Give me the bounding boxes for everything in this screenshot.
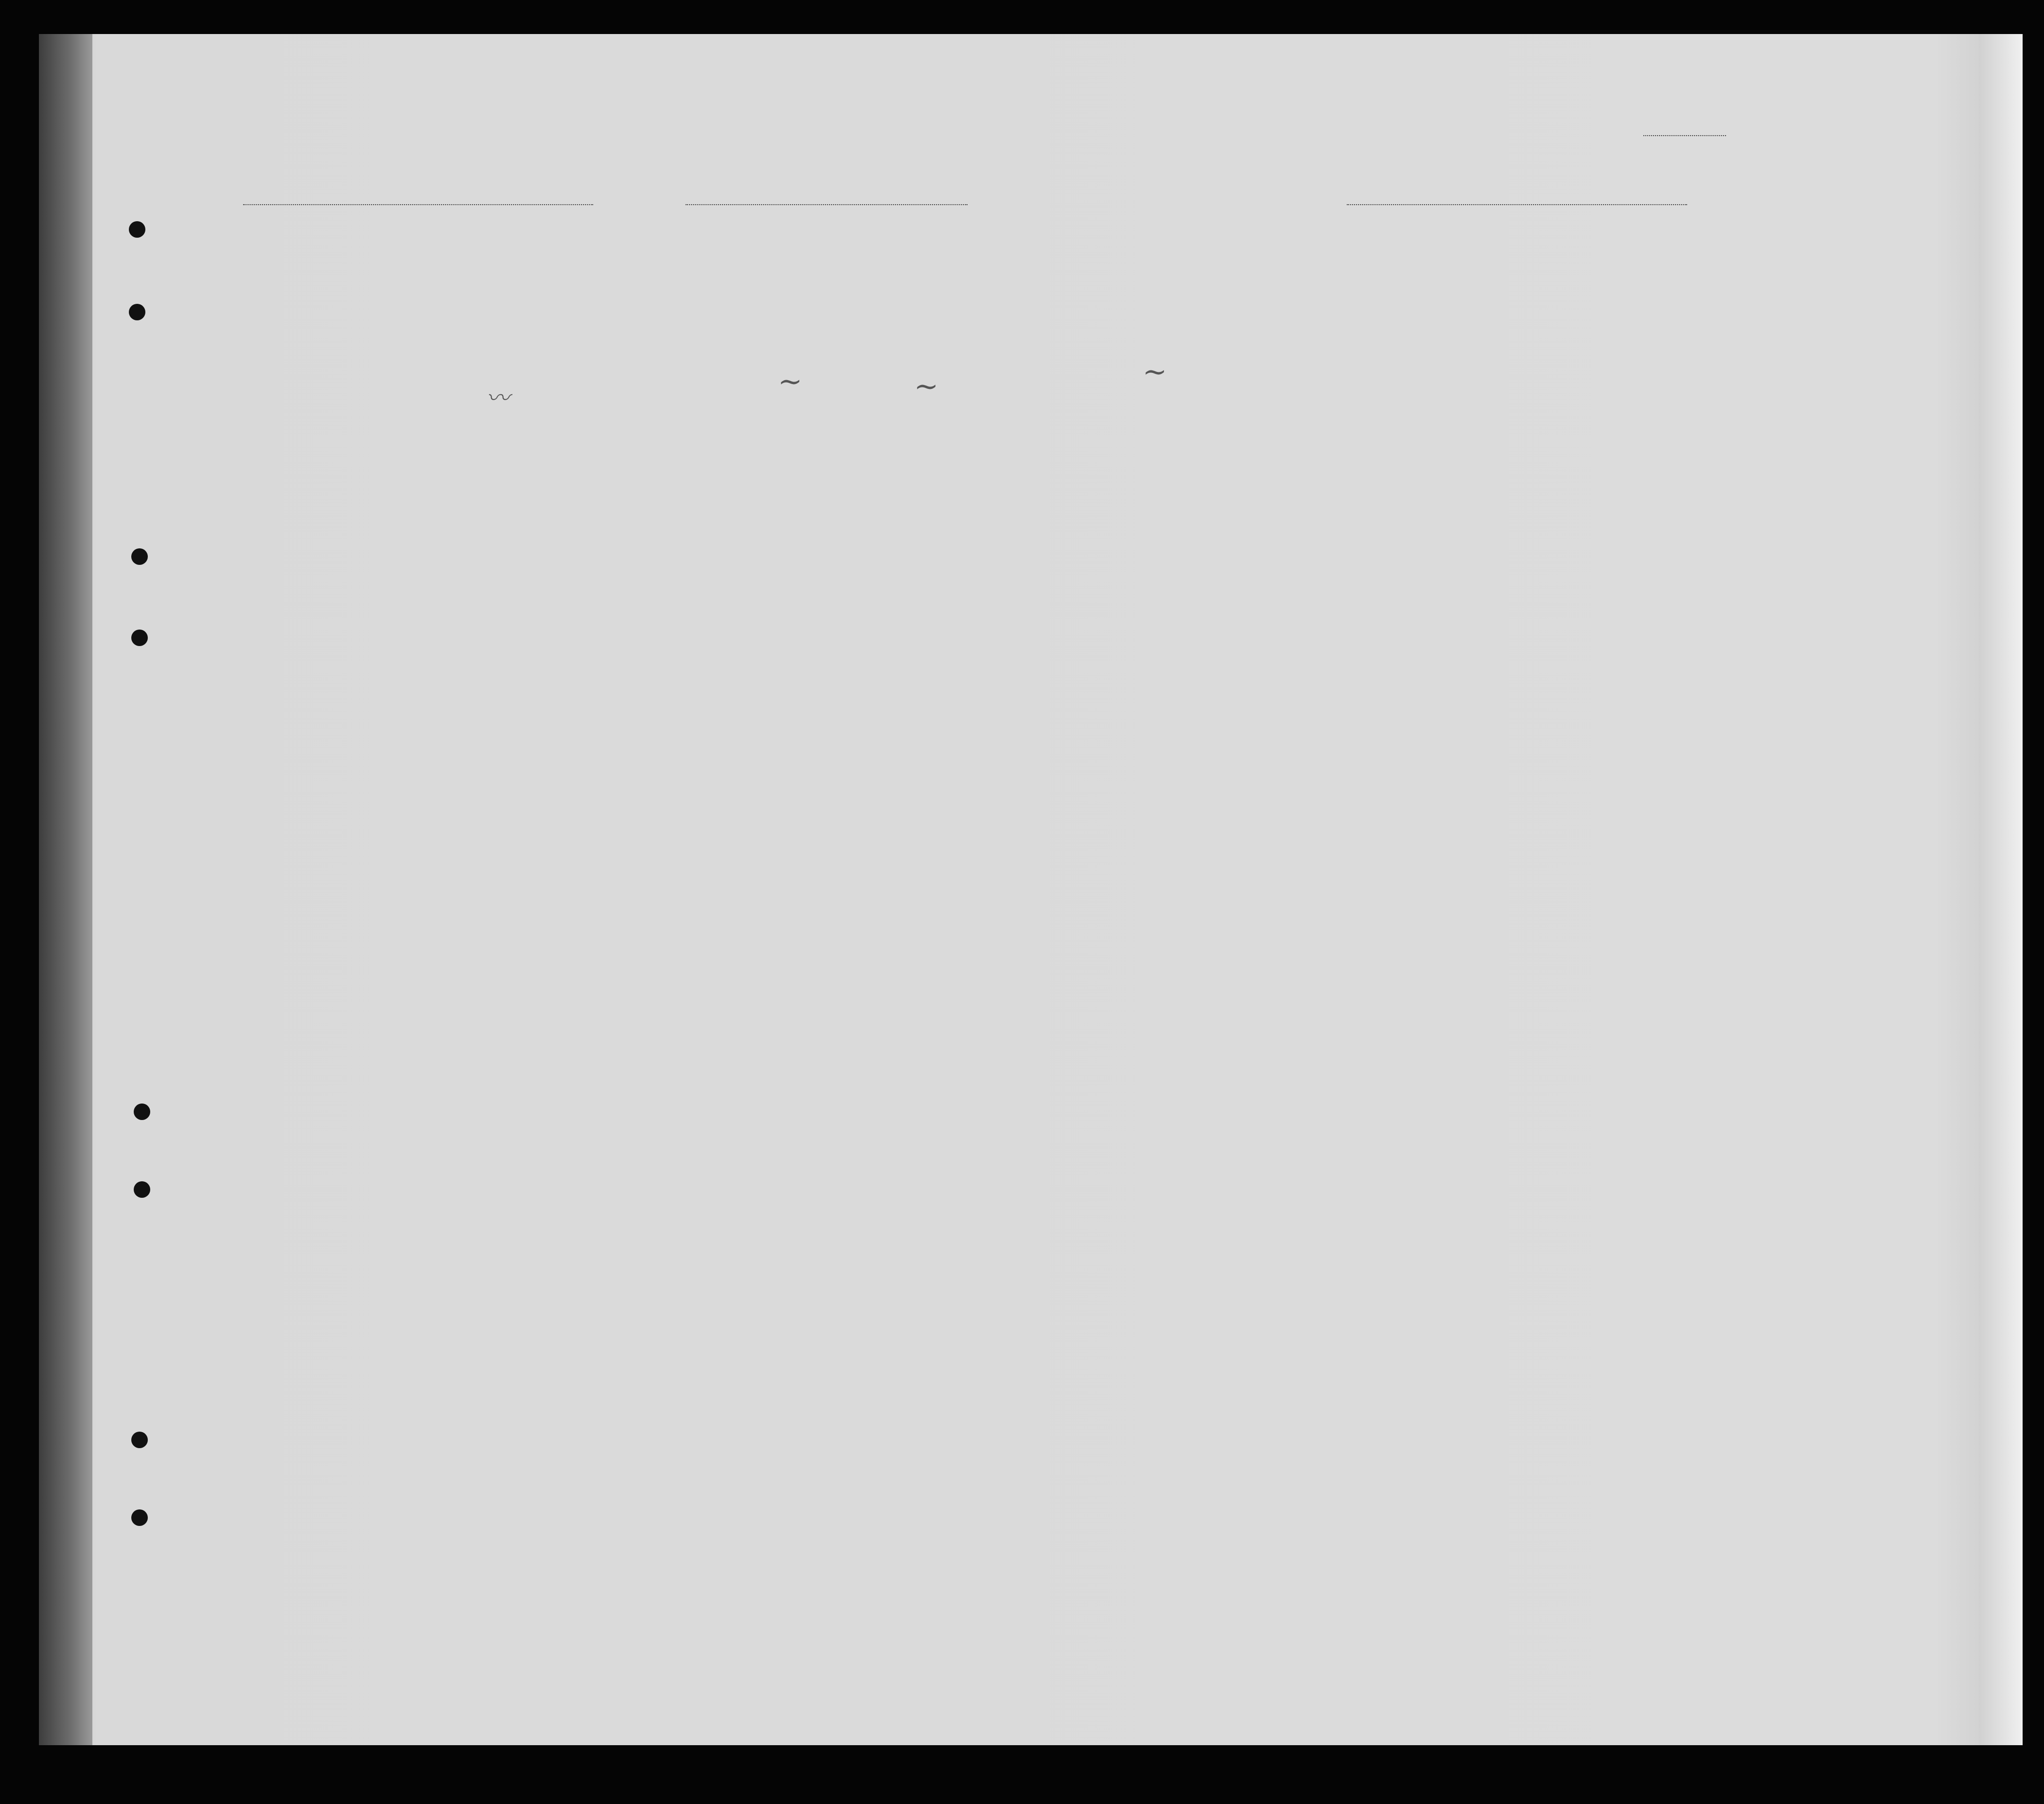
handwritten-notation: ~ [1143, 355, 1167, 389]
manifest-page [39, 34, 2023, 1745]
table-grid [39, 34, 2023, 1745]
handwritten-notation: ~ [914, 369, 939, 403]
handwritten-notation: ~ [778, 365, 803, 399]
purser-signature: 〰 [486, 385, 510, 412]
